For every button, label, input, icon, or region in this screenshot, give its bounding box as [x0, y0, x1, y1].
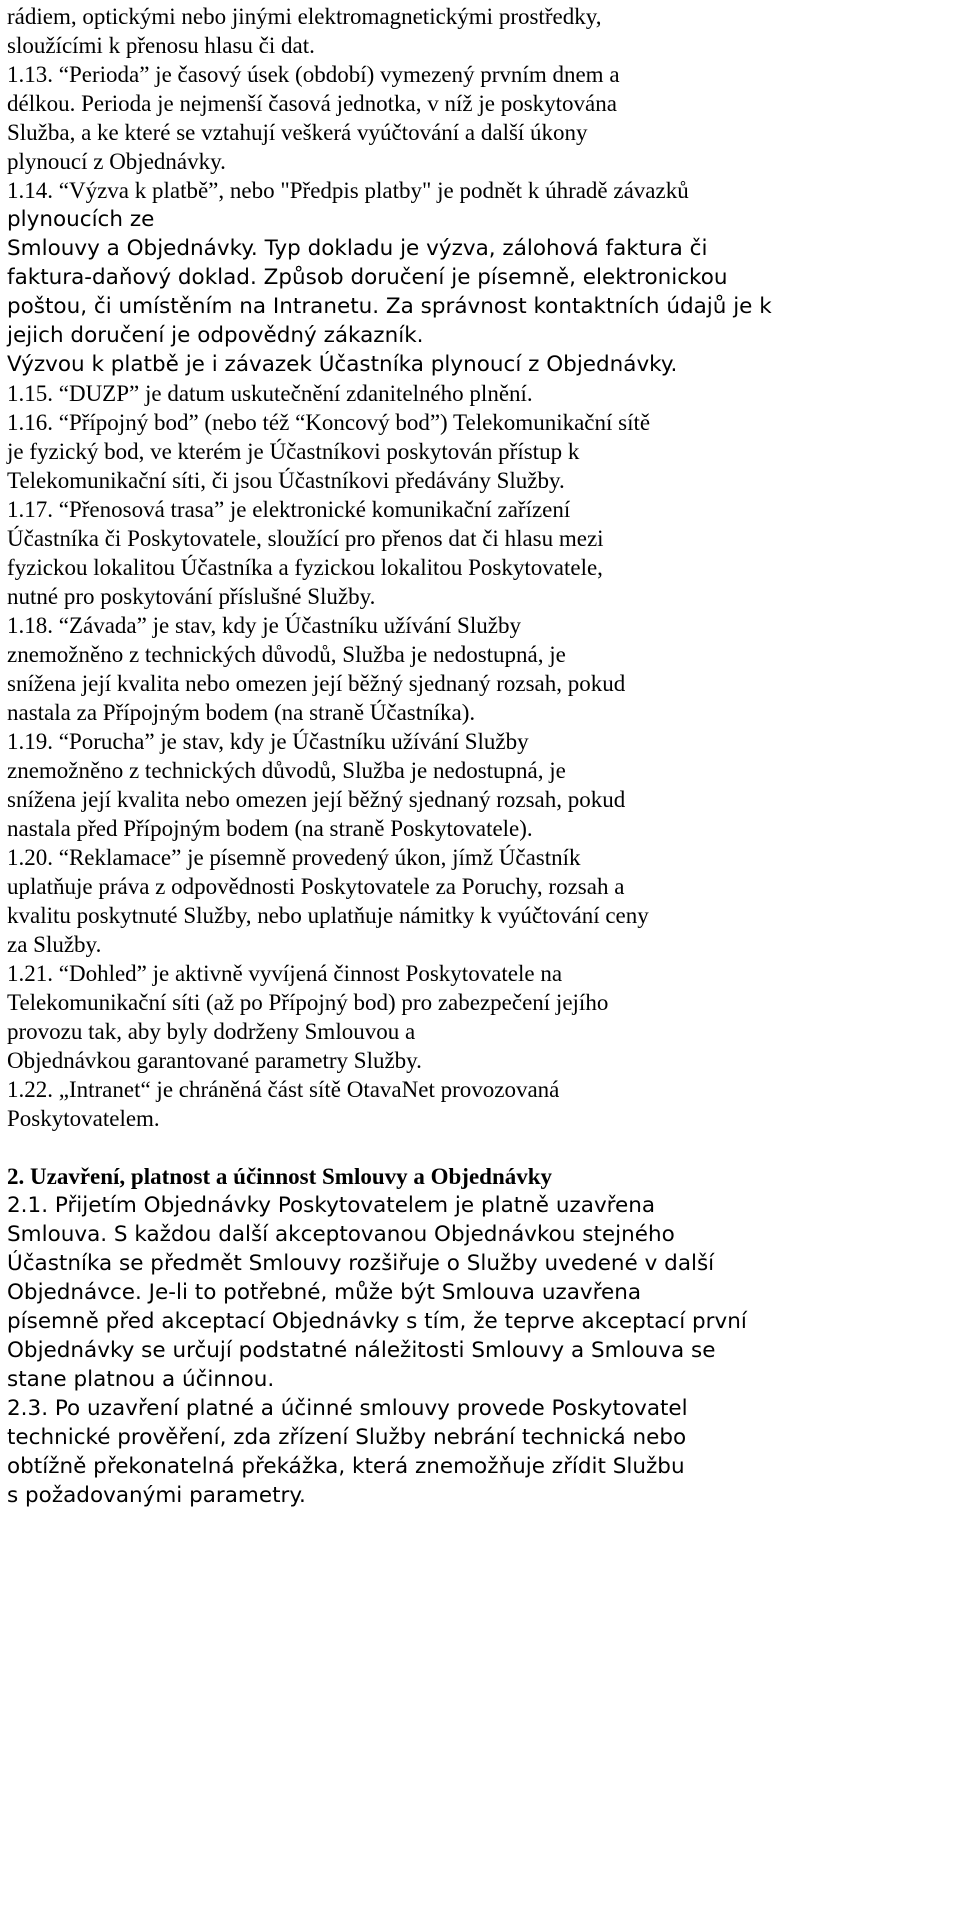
text-line: plynoucích ze: [7, 207, 155, 232]
text-line: snížena její kvalita nebo omezen její běžný sjednaný rozsah, pokud: [7, 671, 626, 696]
text-line: Smlouvy a Objednávky. Typ dokladu je výzva, zálohová faktura či: [7, 236, 708, 261]
text-line: rádiem, optickými nebo jinými elektromagnetickými prostředky,: [7, 4, 602, 29]
text-line: snížena její kvalita nebo omezen její běžný sjednaný rozsah, pokud: [7, 787, 626, 812]
text-line: nutné pro poskytování příslušné Služby.: [7, 584, 376, 609]
text-line: Smlouva. S každou další akceptovanou Objednávkou stejného: [7, 1222, 675, 1247]
text-line: 2.1. Přijetím Objednávky Poskytovatelem je platně uzavřena: [7, 1193, 656, 1218]
text-line: fyzickou lokalitou Účastníka a fyzickou lokalitou Poskytovatele,: [7, 555, 603, 580]
text-line: nastala před Přípojným bodem (na straně Poskytovatele).: [7, 816, 533, 841]
text-line: 1.19. “Porucha” je stav, kdy je Účastníku užívání Služby: [7, 729, 529, 754]
text-line: Objednávce. Je-li to potřebné, může být Smlouva uzavřena: [7, 1280, 642, 1305]
text-line: 1.17. “Přenosová trasa” je elektronické komunikační zařízení: [7, 497, 571, 522]
text-line: Služba, a ke které se vztahují veškerá vyúčtování a další úkony: [7, 120, 588, 145]
section-heading: 2. Uzavření, platnost a účinnost Smlouvy a Objednávky: [7, 1164, 553, 1189]
text-line: uplatňuje práva z odpovědnosti Poskytovatele za Poruchy, rozsah a: [7, 874, 625, 899]
text-line: 1.22. „Intranet“ je chráněná část sítě OtavaNet provozovaná: [7, 1077, 560, 1102]
text-line: provozu tak, aby byly dodrženy Smlouvou a: [7, 1019, 416, 1044]
text-line: znemožněno z technických důvodů, Služba je nedostupná, je: [7, 758, 566, 783]
text-line: s požadovanými parametry.: [7, 1483, 306, 1508]
text-line: faktura-daňový doklad. Způsob doručení je písemně, elektronickou: [7, 265, 728, 290]
text-line: Účastníka či Poskytovatele, sloužící pro přenos dat či hlasu mezi: [7, 526, 604, 551]
text-line: 1.18. “Závada” je stav, kdy je Účastníku užívání Služby: [7, 613, 521, 638]
text-line: nastala za Přípojným bodem (na straně Účastníka).: [7, 700, 476, 725]
text-line: je fyzický bod, ve kterém je Účastníkovi poskytován přístup k: [7, 439, 580, 464]
text-line: písemně před akceptací Objednávky s tím, že teprve akceptací první: [7, 1309, 747, 1334]
text-line: plynoucí z Objednávky.: [7, 149, 226, 174]
text-line: jejich doručení je odpovědný zákazník.: [7, 323, 424, 348]
text-line: Telekomunikační síti, či jsou Účastníkovi předávány Služby.: [7, 468, 565, 493]
text-line: 2.3. Po uzavření platné a účinné smlouvy provede Poskytovatel: [7, 1396, 688, 1421]
text-line: poštou, či umístěním na Intranetu. Za správnost kontaktních údajů je k: [7, 294, 772, 319]
text-line: délkou. Perioda je nejmenší časová jednotka, v níž je poskytována: [7, 91, 617, 116]
text-line: Účastníka se předmět Smlouvy rozšiřuje o Služby uvedené v další: [7, 1251, 715, 1276]
text-line: za Služby.: [7, 932, 102, 957]
text-line: 1.13. “Perioda” je časový úsek (období) vymezený prvním dnem a: [7, 62, 620, 87]
text-line: Výzvou k platbě je i závazek Účastníka plynoucí z Objednávky.: [7, 352, 678, 377]
text-line: 1.15. “DUZP” je datum uskutečnění zdanitelného plnění.: [7, 381, 533, 406]
text-line: Poskytovatelem.: [7, 1106, 160, 1131]
text-line: 1.14. “Výzva k platbě”, nebo "Předpis platby" je podnět k úhradě závazků: [7, 178, 689, 203]
text-line: 1.16. “Přípojný bod” (nebo též “Koncový bod”) Telekomunikační sítě: [7, 410, 651, 435]
text-line: 1.20. “Reklamace” je písemně provedený úkon, jímž Účastník: [7, 845, 581, 870]
text-line: 1.21. “Dohled” je aktivně vyvíjená činnost Poskytovatele na: [7, 961, 563, 986]
text-line: Objednávky se určují podstatné náležitosti Smlouvy a Smlouva se: [7, 1338, 716, 1363]
text-line: Telekomunikační síti (až po Přípojný bod) pro zabezpečení jejího: [7, 990, 609, 1015]
text-line: znemožněno z technických důvodů, Služba je nedostupná, je: [7, 642, 566, 667]
text-line: Objednávkou garantované parametry Služby.: [7, 1048, 422, 1073]
text-line: sloužícími k přenosu hlasu či dat.: [7, 33, 315, 58]
text-line: obtížně překonatelná překážka, která znemožňuje zřídit Službu: [7, 1454, 685, 1479]
text-line: stane platnou a účinnou.: [7, 1367, 275, 1392]
text-line: technické prověření, zda zřízení Služby nebrání technická nebo: [7, 1425, 687, 1450]
text-line: kvalitu poskytnuté Služby, nebo uplatňuje námitky k vyúčtování ceny: [7, 903, 649, 928]
